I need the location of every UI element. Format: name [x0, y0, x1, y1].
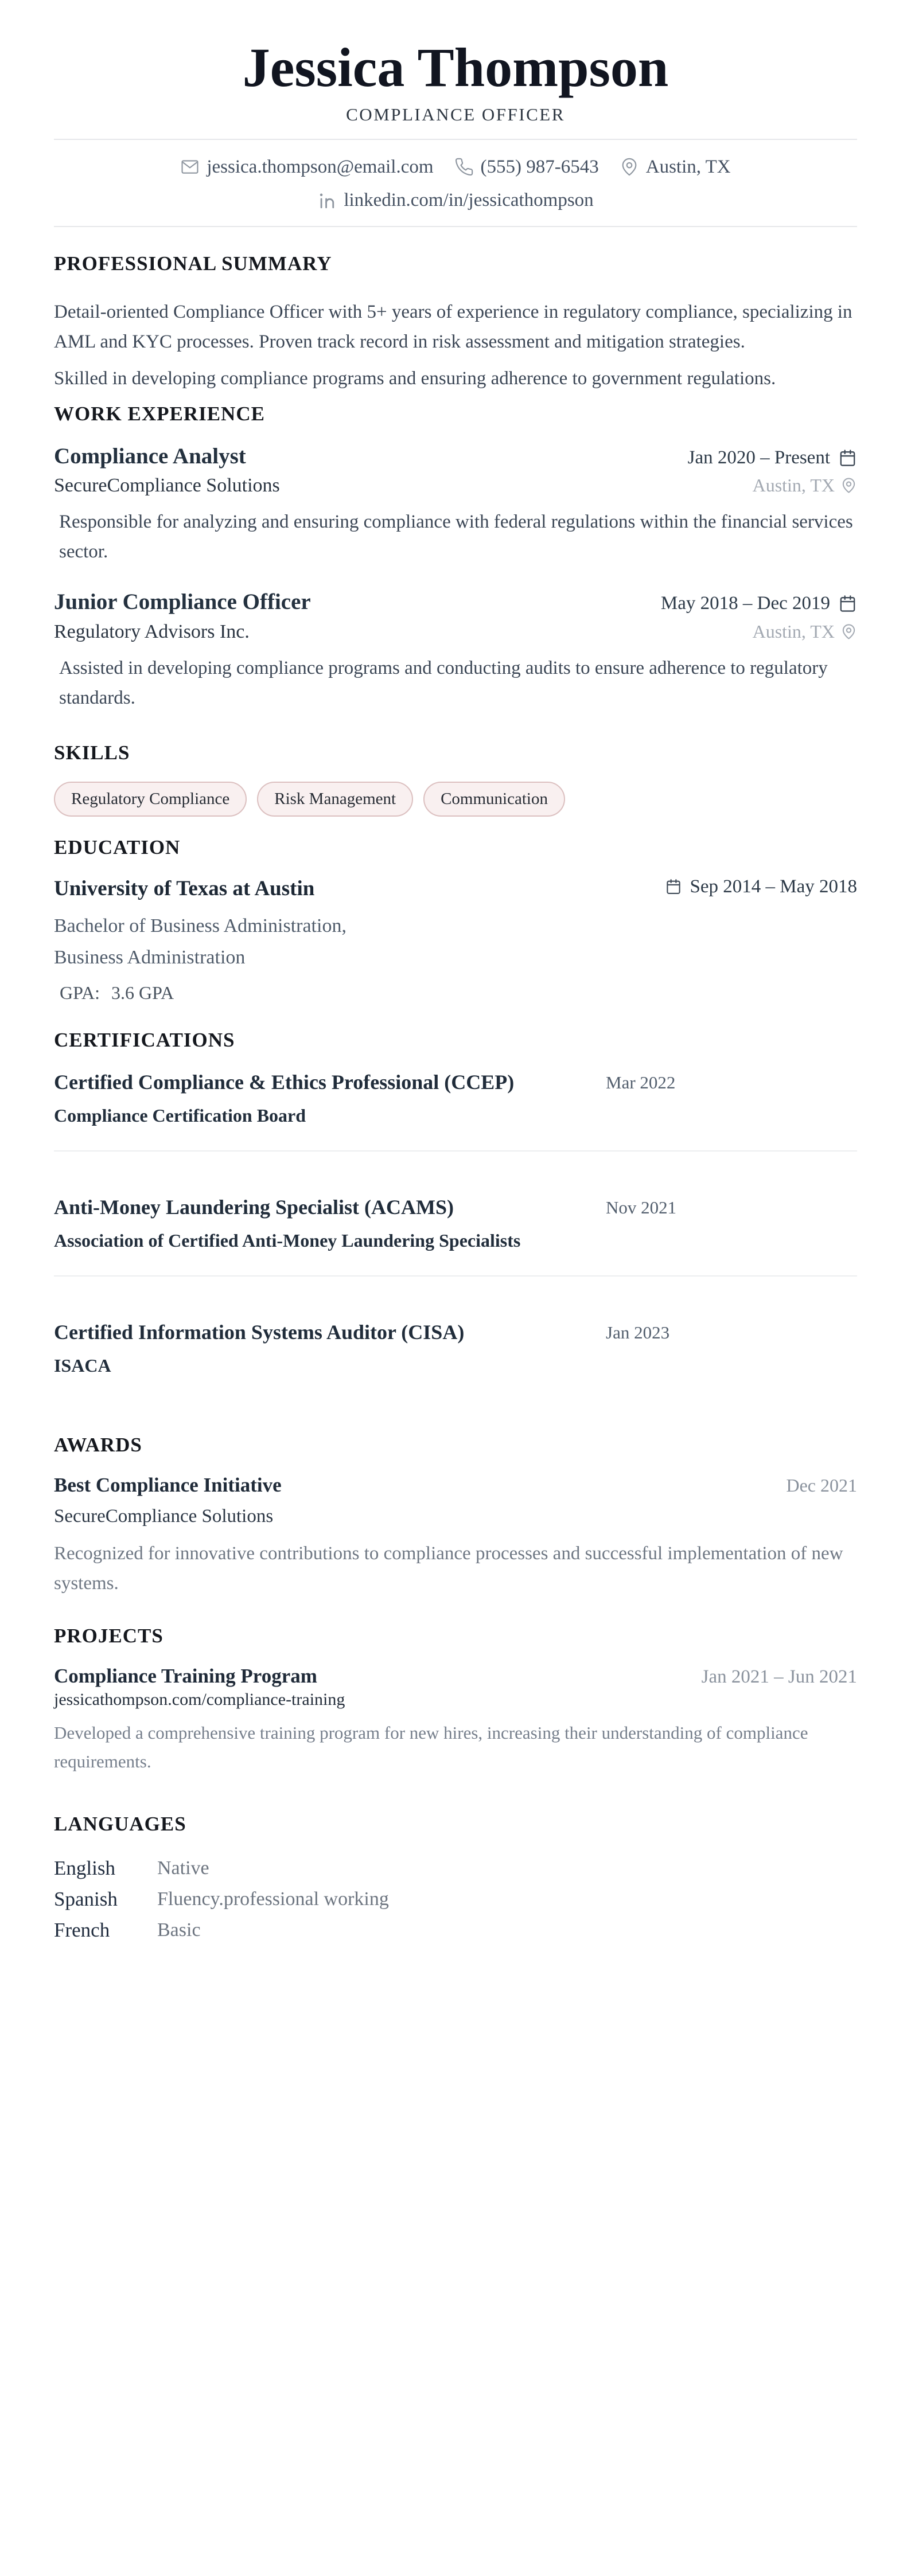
award-entry — [54, 1474, 857, 1598]
job-title: Junior Compliance Officer — [54, 590, 311, 615]
linkedin-icon — [317, 190, 337, 210]
award-description: Recognized for innovative contributions to compliance processes and successful implementation of new systems. — [54, 1543, 843, 1594]
section-awards — [54, 1434, 857, 1598]
certification-name: Certified Compliance & Ethics Professional (CCEP) — [54, 1071, 515, 1094]
job-dates — [661, 593, 857, 614]
contact-block — [54, 140, 857, 226]
certification-issuer: ISACA — [54, 1355, 111, 1376]
person-name: Jessica Thompson — [242, 37, 669, 98]
project-description: Developed a comprehensive training program for new hires, increasing their understanding of compliance requirements. — [54, 1722, 808, 1771]
award-organization: SecureCompliance Solutions — [54, 1505, 274, 1527]
certification-issuer: Compliance Certification Board — [54, 1104, 306, 1126]
contact-linkedin — [317, 184, 593, 217]
award-title: Best Compliance Initiative — [54, 1473, 282, 1496]
section-work-experience — [54, 403, 857, 713]
contact-phone-text: (555) 987-6543 — [480, 156, 599, 177]
language-row — [54, 1884, 857, 1915]
job-location-text: Austin, TX — [752, 475, 835, 496]
project-dates: Jan 2021 – Jun 2021 — [701, 1666, 857, 1687]
section-heading-skills: SKILLS — [54, 741, 130, 764]
job-location-text: Austin, TX — [752, 621, 835, 642]
contact-email-text: jessica.thompson@email.com — [207, 156, 434, 177]
job-title-row — [54, 588, 857, 616]
project-entry — [54, 1665, 857, 1776]
language-row — [54, 1853, 857, 1884]
job-entry — [54, 443, 857, 567]
job-description: Responsible for analyzing and ensuring compliance with federal regulations within the financial services sector. — [59, 512, 853, 563]
calendar-icon — [838, 448, 857, 467]
certification-name: Certified Information Systems Auditor (CISA) — [54, 1320, 465, 1344]
section-skills — [54, 741, 857, 817]
education-title-row — [54, 876, 857, 901]
certification-date: Nov 2021 — [606, 1197, 677, 1217]
language-level: Basic — [157, 1919, 201, 1941]
map-pin-icon — [620, 157, 639, 177]
contact-location-text: Austin, TX — [645, 156, 731, 177]
education-field-line: Business Administration — [54, 947, 246, 969]
language-name: Spanish — [54, 1887, 118, 1910]
summary-paragraph: Skilled in developing compliance programs and ensuring adherence to government regulations. — [54, 368, 776, 389]
header-divider-bottom — [54, 226, 857, 227]
section-heading-work: WORK EXPERIENCE — [54, 402, 265, 425]
skill-pill: Risk Management — [257, 782, 413, 817]
job-company: Regulatory Advisors Inc. — [54, 621, 250, 643]
education-dates-text: Sep 2014 – May 2018 — [690, 876, 857, 897]
contact-location — [620, 150, 731, 184]
summary-paragraph: Detail-oriented Compliance Officer with 5+ years of experience in regulatory compliance, specializing in AML and KYC processes. Proven track record in risk assessment and mitigation strategies. — [54, 301, 852, 352]
project-url: jessicathompson.com/compliance-training — [54, 1689, 345, 1709]
section-heading-projects: PROJECTS — [54, 1624, 163, 1647]
certification-entry — [54, 1194, 857, 1277]
language-level: Native — [157, 1857, 209, 1879]
section-education — [54, 836, 857, 1004]
skill-pill: Regulatory Compliance — [54, 782, 247, 817]
award-title-row — [54, 1474, 857, 1497]
gpa-value: 3.6 GPA — [111, 982, 174, 1004]
section-heading-certifications: CERTIFICATIONS — [54, 1029, 235, 1052]
award-date: Dec 2021 — [786, 1474, 857, 1496]
language-row — [54, 1915, 857, 1946]
section-heading-education: EDUCATION — [54, 836, 181, 858]
language-level: Fluency.professional working — [157, 1888, 389, 1910]
education-dates — [665, 876, 858, 897]
calendar-icon — [665, 878, 682, 895]
envelope-icon — [180, 157, 200, 177]
job-company-row — [54, 475, 857, 497]
job-location — [753, 621, 857, 642]
job-title: Compliance Analyst — [54, 443, 246, 469]
section-languages — [54, 1813, 857, 1946]
section-professional-summary — [54, 252, 857, 393]
certification-date: Mar 2022 — [606, 1072, 676, 1093]
map-pin-icon — [840, 623, 857, 640]
section-heading-summary: PROFESSIONAL SUMMARY — [54, 252, 332, 275]
project-title-row — [54, 1665, 857, 1688]
job-title-row — [54, 443, 857, 471]
contact-row-2 — [54, 184, 857, 217]
person-role: COMPLIANCE OFFICER — [346, 104, 565, 124]
calendar-icon — [838, 594, 857, 613]
job-company: SecureCompliance Solutions — [54, 475, 280, 497]
section-heading-awards: AWARDS — [54, 1433, 142, 1456]
education-degree-line: Bachelor of Business Administration, — [54, 915, 347, 937]
job-company-row — [54, 621, 857, 643]
job-description: Assisted in developing compliance programs and conducting audits to ensure adherence to regulatory standards. — [59, 658, 828, 709]
project-title: Compliance Training Program — [54, 1664, 317, 1687]
job-entry — [54, 588, 857, 713]
language-name: English — [54, 1856, 115, 1879]
phone-icon — [454, 157, 474, 177]
skill-pill: Communication — [423, 782, 565, 817]
language-name: French — [54, 1918, 110, 1941]
contact-phone — [454, 150, 599, 184]
job-dates-text: May 2018 – Dec 2019 — [660, 593, 830, 614]
education-degree — [54, 910, 857, 973]
education-gpa-row — [54, 982, 857, 1004]
job-dates — [688, 447, 857, 469]
section-heading-languages: LANGUAGES — [54, 1812, 186, 1835]
gpa-label: GPA: — [60, 982, 100, 1004]
certification-date: Jan 2023 — [606, 1322, 670, 1342]
section-projects — [54, 1625, 857, 1776]
job-dates-text: Jan 2020 – Present — [687, 447, 830, 468]
certification-entry — [54, 1069, 857, 1152]
education-school: University of Texas at Austin — [54, 877, 315, 901]
section-certifications — [54, 1029, 857, 1376]
skill-pill-list — [54, 782, 857, 817]
resume-header — [54, 37, 857, 227]
job-location — [753, 475, 857, 496]
certification-entry — [54, 1319, 857, 1376]
contact-row-1 — [54, 150, 857, 184]
certification-issuer: Association of Certified Anti-Money Laundering Specialists — [54, 1230, 521, 1251]
contact-linkedin-text: linkedin.com/in/jessicathompson — [344, 189, 594, 210]
map-pin-icon — [840, 477, 857, 494]
contact-email — [180, 150, 433, 184]
certification-name: Anti-Money Laundering Specialist (ACAMS) — [54, 1195, 454, 1219]
